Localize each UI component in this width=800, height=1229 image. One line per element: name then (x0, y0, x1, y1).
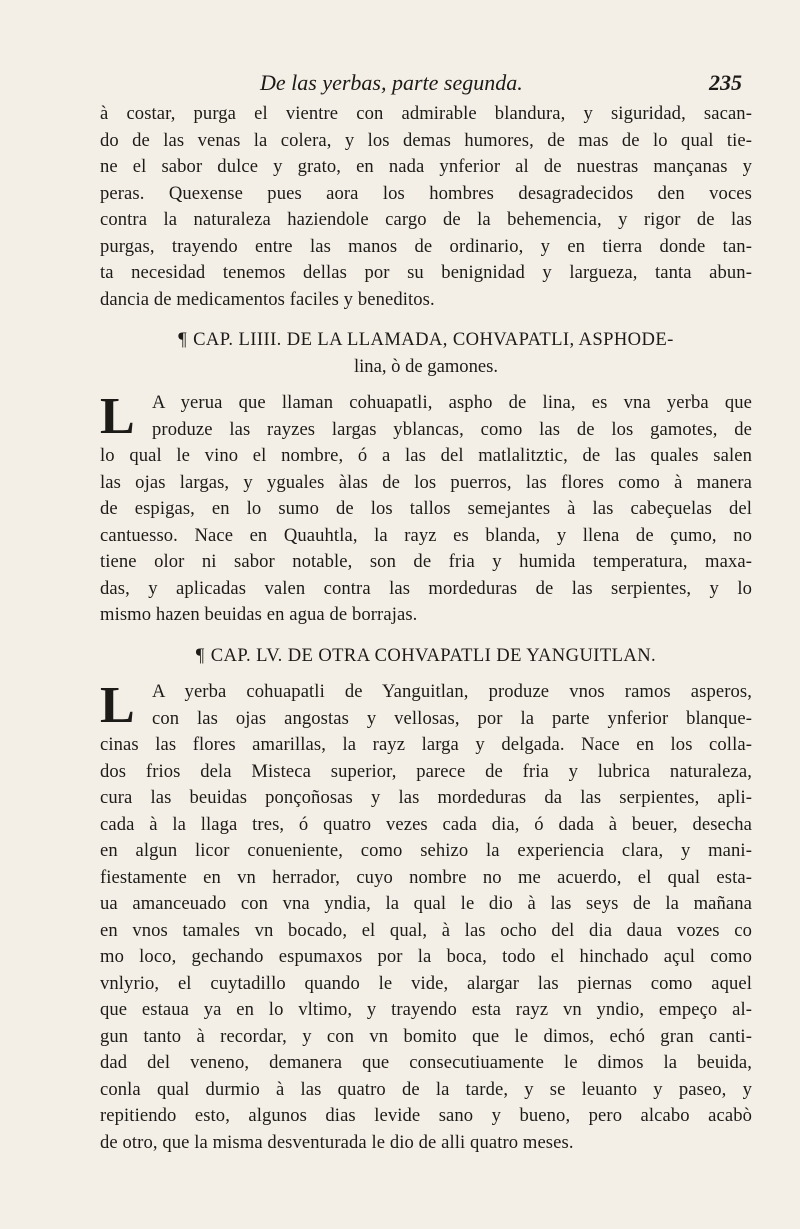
pilcrow-mark: ¶ (195, 644, 205, 666)
text-line: mismo hazen beuidas en agua de borrajas. (100, 604, 418, 625)
text-line: A yerba cohuapatli de Yanguitlan, produze vnos ramos asperos, (152, 681, 752, 702)
text-line: vnlyrio, el cuytadillo quando le vide, alargar las piernas como aquel (100, 972, 752, 994)
text-line: purgas, trayendo entre las manos de ordinario, y en tierra donde tan- (100, 235, 752, 257)
text-line: ta necesidad tenemos dellas por su benignidad y largueza, tanta abun- (100, 262, 752, 283)
text-line: dos frios dela Misteca superior, parece de fria y lubrica naturaleza, (100, 760, 752, 782)
text-line: das, y aplicadas valen contra las mordeduras de las serpientes, y lo (100, 577, 752, 599)
text-line: de espigas, en lo sumo de los tallos semejantes à las cabeçuelas del (100, 498, 752, 519)
text-line: cada à la llaga tres, ó quatro vezes cada dia, ó dada à beuer, desecha (100, 813, 752, 835)
text-line: conla qual durmio à las quatro de la tarde, y se leuanto y paseo, y (100, 1078, 752, 1100)
text-line: produze las rayzes largas yblancas, como las de los gamotes, de (152, 418, 752, 440)
text-line: dad del veneno, demanera que consecutiuamente le dimos la beuida, (100, 1052, 752, 1073)
text-line: lo qual le vino el nombre, ó a las del matlalitztic, de las quales salen (100, 445, 752, 466)
page-number: 235 (709, 70, 742, 95)
text-line: fiestamente en vn herrador, cuyo nombre no me acuerdo, el qual esta- (100, 866, 752, 888)
text-line: en vnos tamales vn bocado, el qual, à las ocho del dia daua vozes co (100, 919, 752, 941)
running-title: De las yerbas, parte segunda. (260, 70, 523, 95)
text-line: repitiendo esto, algunos dias levide sano y bueno, pero alcabo acabò (100, 1105, 752, 1126)
text-line: de otro, que la misma desventurada le dio de alli quatro meses. (100, 1131, 574, 1153)
text-line: las ojas largas, y yguales àlas de los puerros, las flores como à manera (100, 471, 752, 493)
text-line: cinas las flores amarillas, la rayz larga y delgada. Nace en los colla- (100, 734, 752, 755)
chapter-55-title: CAP. LV. DE OTRA COHVAPATLI DE YANGUITLAN. (210, 644, 657, 666)
text-line: gun tanto à recordar, y con vn bomito que le dimos, echó gran canti- (100, 1025, 752, 1047)
chapter-54-paragraph (100, 390, 752, 629)
text-line: cantuesso. Nace en Quauhtla, la rayz es blanda, y llena de çumo, no (100, 524, 752, 546)
chapter-55-heading (100, 643, 752, 670)
chapter-54-title: CAP. LIIII. DE LA LLAMADA, COHVAPATLI, ASPHODE- (193, 329, 674, 350)
page-header (100, 70, 750, 98)
text-line: en algun licor conueniente, como sehizo la experiencia clara, y mani- (100, 840, 752, 861)
body-text (100, 101, 752, 1156)
text-line: contra la naturaleza haziendole cargo de la behemencia, y rigor de las (100, 209, 752, 230)
chapter-55-paragraph (100, 679, 752, 1156)
text-line: con las ojas angostas y vellosas, por la parte ynferior blanque- (152, 707, 752, 729)
chapter-54-heading (100, 327, 752, 354)
text-line: A yerua que llaman cohuapatli, aspho de lina, es vna yerba que (152, 392, 752, 413)
text-line: dancia de medicamentos faciles y beneditos. (100, 288, 435, 310)
text-line: ua amanceuado con vna yndia, la qual le dio à las seys de la mañana (100, 893, 752, 914)
drop-cap: L (100, 677, 135, 734)
intro-paragraph (100, 101, 752, 313)
text-line: peras. Quexense pues aora los hombres desagradecidos den voces (100, 182, 752, 204)
text-line: ne el sabor dulce y grato, en nada ynferior al de nuestras mançanas y (100, 156, 752, 177)
text-line: à costar, purga el vientre con admirable blandura, y siguridad, sacan- (100, 103, 752, 124)
text-line: tiene olor ni sabor notable, son de fria y humida temperatura, maxa- (100, 551, 752, 572)
text-line: que estaua ya en lo vltimo, y trayendo esta rayz vn yndio, empeço al- (100, 999, 752, 1020)
pilcrow-mark: ¶ (178, 329, 188, 350)
text-line: do de las venas la colera, y los demas humores, de mas de lo qual tie- (100, 129, 752, 151)
text-line: mo loco, gechando espumaxos por la boca, todo el hinchado açul como (100, 946, 752, 967)
chapter-54-subheading: lina, ò de gamones. (353, 355, 499, 377)
text-line: cura las beuidas ponçoñosas y las mordeduras da las serpientes, apli- (100, 787, 752, 808)
drop-cap: L (100, 388, 135, 445)
